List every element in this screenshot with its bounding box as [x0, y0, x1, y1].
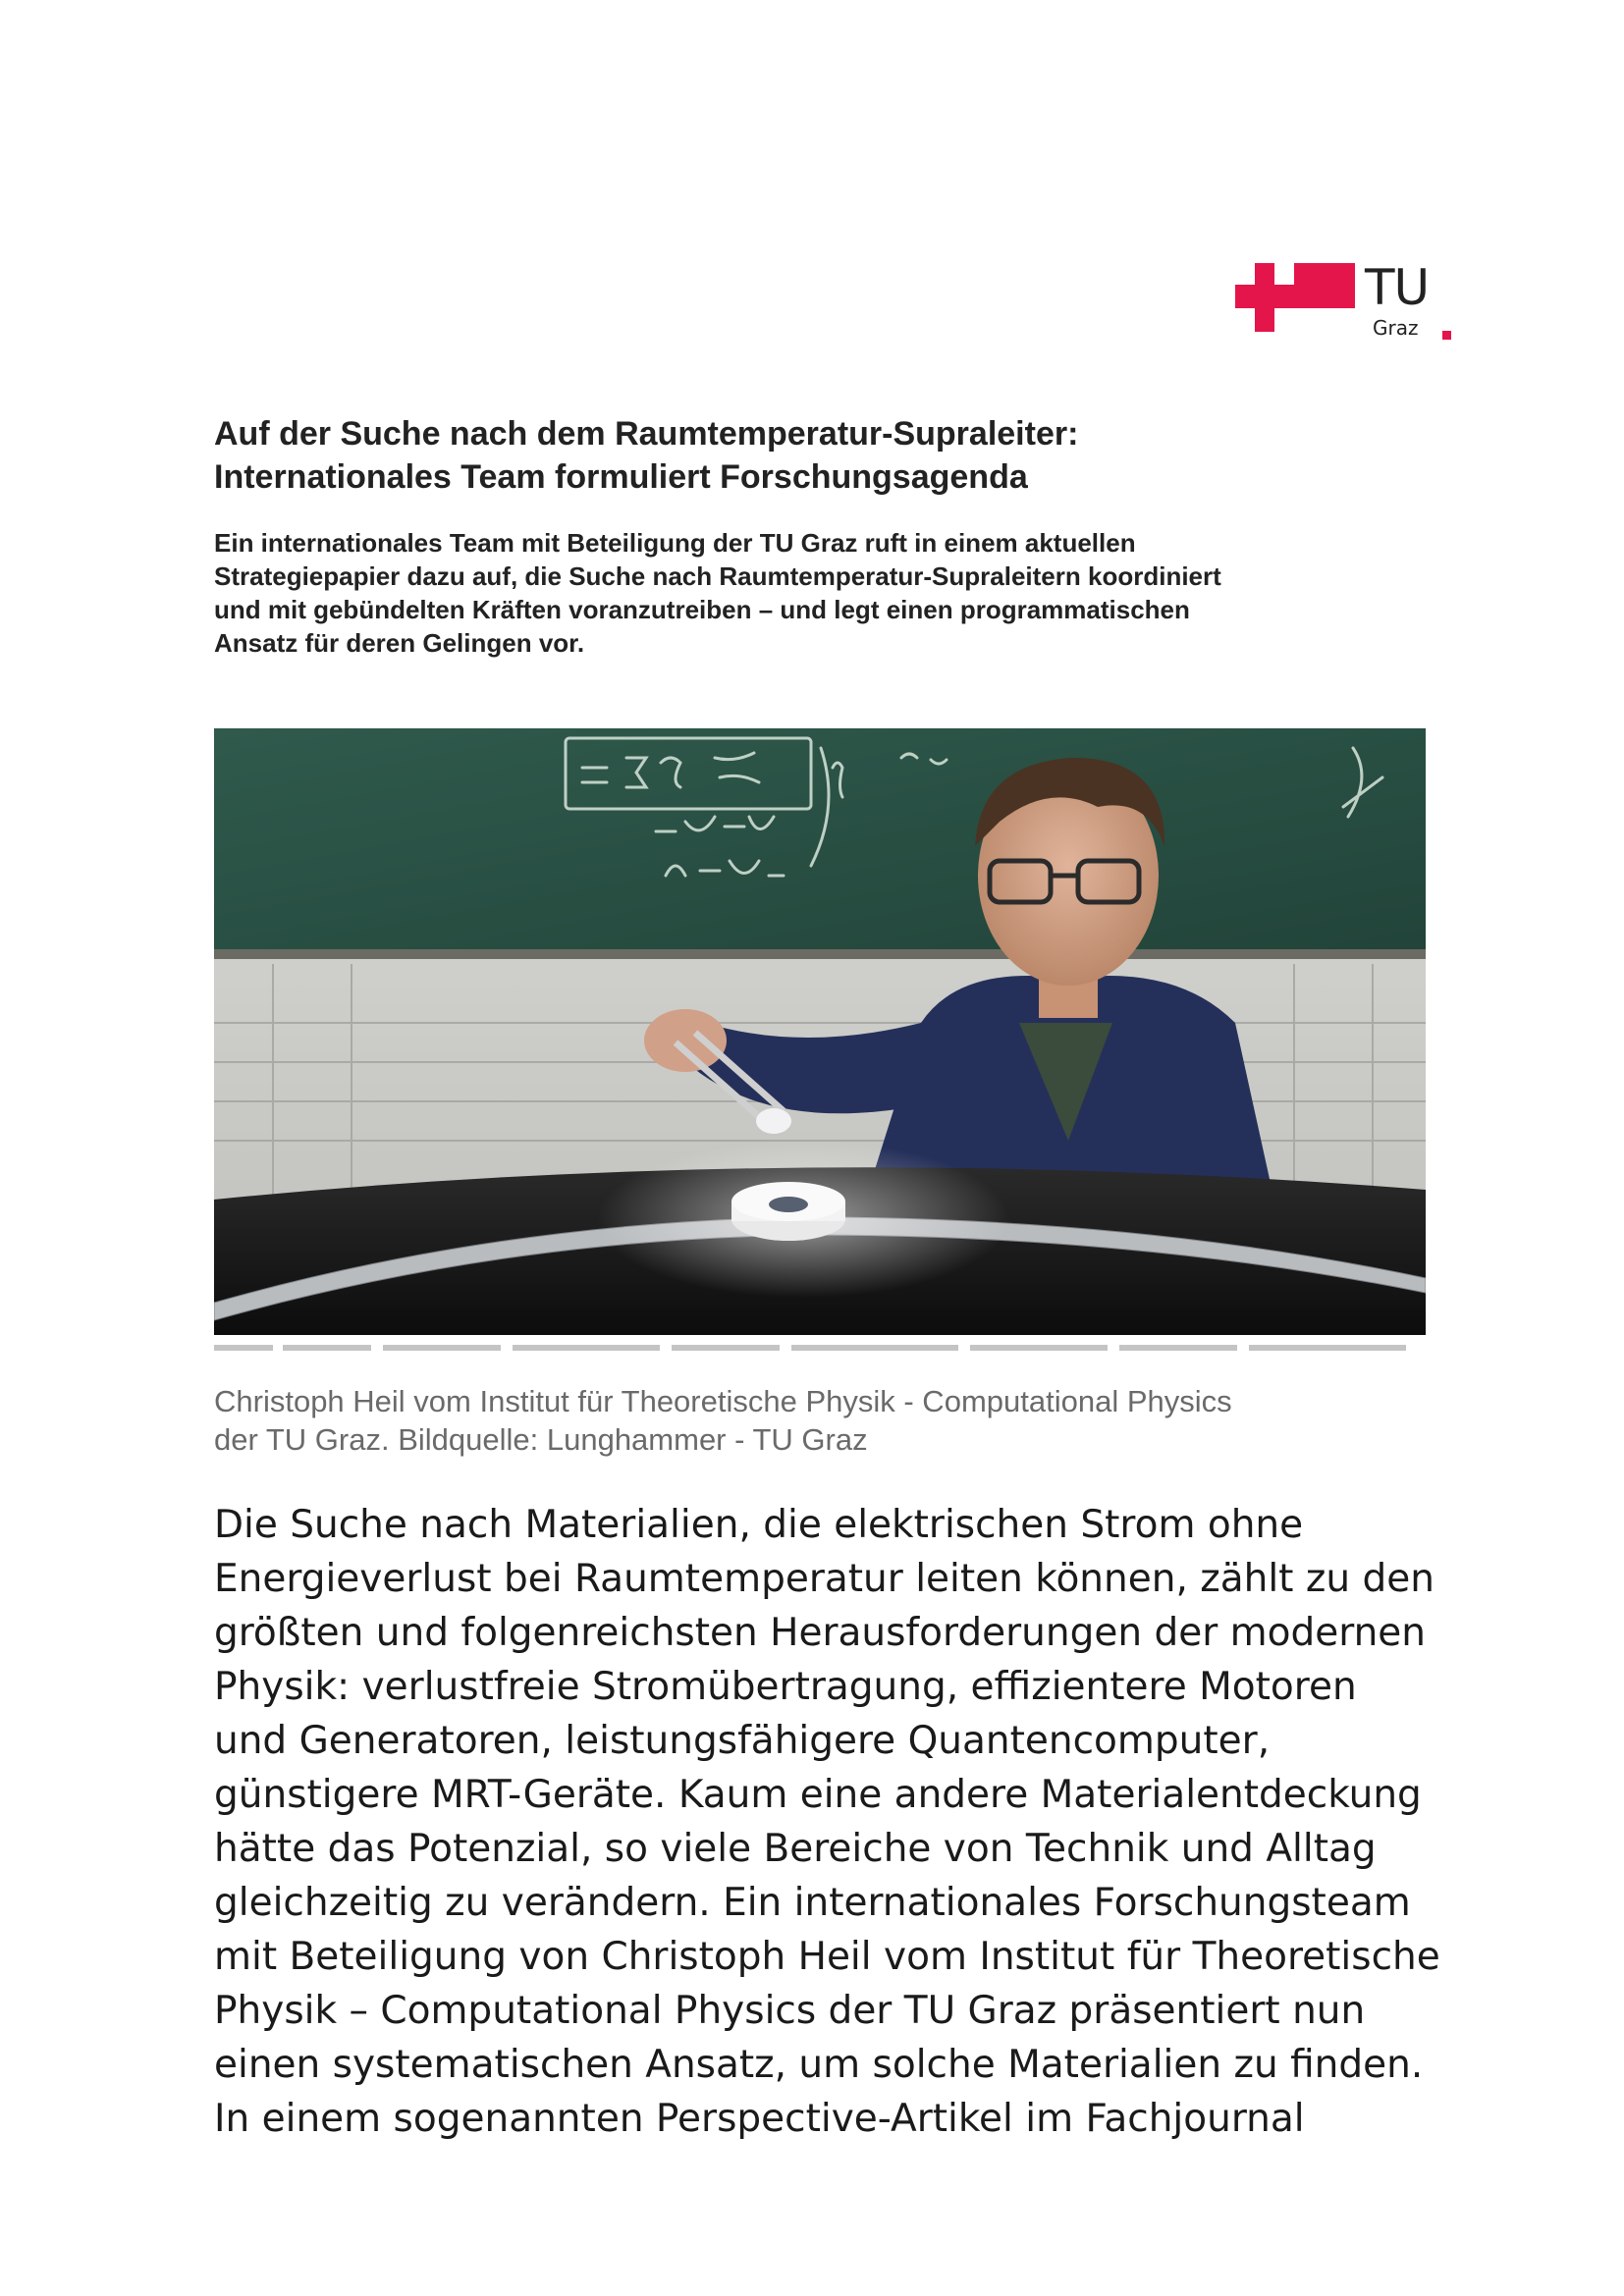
caption-line: Christoph Heil vom Institut für Theoretische Physik - Computational Physics: [214, 1384, 1232, 1418]
photo-caption-overlap: [214, 1337, 1426, 1351]
logo-tu-text: TU: [1365, 259, 1430, 316]
article-title: [214, 412, 1432, 499]
logo-graz-text: Graz: [1373, 316, 1419, 340]
body-line: günstigere MRT-Geräte. Kaum eine andere Materialentdeckung: [214, 1773, 1422, 1817]
portrait-photo-icon: [214, 728, 1426, 1335]
body-line: Die Suche nach Materialien, die elektrischen Strom ohne: [214, 1503, 1304, 1547]
tu-graz-logo: [1235, 259, 1451, 347]
lead-line: Strategiepapier dazu auf, die Suche nach Raumtemperatur-Supraleitern koordiniert: [214, 561, 1221, 591]
body-line: Energieverlust bei Raumtemperatur leiten können, zählt zu den: [214, 1557, 1435, 1601]
body-line: gleichzeitig zu verändern. Ein internationales Forschungsteam: [214, 1881, 1411, 1925]
caption-line: der TU Graz. Bildquelle: Lunghammer - TU Graz: [214, 1422, 868, 1457]
logo-dot: [1442, 331, 1451, 340]
title-line: Internationales Team formuliert Forschungsagenda: [214, 458, 1028, 496]
article-lead: [214, 526, 1432, 660]
body-line: und Generatoren, leistungsfähigere Quantencomputer,: [214, 1719, 1271, 1763]
lead-line: und mit gebündelten Kräften voranzutreiben – und legt einen programmatischen: [214, 595, 1190, 624]
body-line: mit Beteiligung von Christoph Heil vom Institut für Theoretische: [214, 1935, 1440, 1979]
article-body: [214, 1498, 1451, 2146]
body-line: hätte das Potenzial, so viele Bereiche von Technik und Alltag: [214, 1827, 1377, 1871]
body-line: größten und folgenreichsten Herausforderungen der modernen: [214, 1611, 1427, 1655]
body-line: einen systematischen Ansatz, um solche Materialien zu finden.: [214, 2043, 1424, 2087]
article-photo: [214, 728, 1426, 1335]
body-line: In einem sogenannten Perspective-Artikel im Fachjournal: [214, 2097, 1305, 2141]
lead-line: Ansatz für deren Gelingen vor.: [214, 628, 585, 658]
lead-line: Ein internationales Team mit Beteiligung der TU Graz ruft in einem aktuellen: [214, 528, 1136, 558]
photo-caption: [214, 1382, 1432, 1459]
body-line: Physik – Computational Physics der TU Graz präsentiert nun: [214, 1989, 1366, 2033]
title-line: Auf der Suche nach dem Raumtemperatur-Supraleiter:: [214, 415, 1079, 453]
body-line: Physik: verlustfreie Stromübertragung, effizientere Motoren: [214, 1665, 1357, 1709]
tu-graz-logo-mark-icon: [1235, 263, 1365, 332]
